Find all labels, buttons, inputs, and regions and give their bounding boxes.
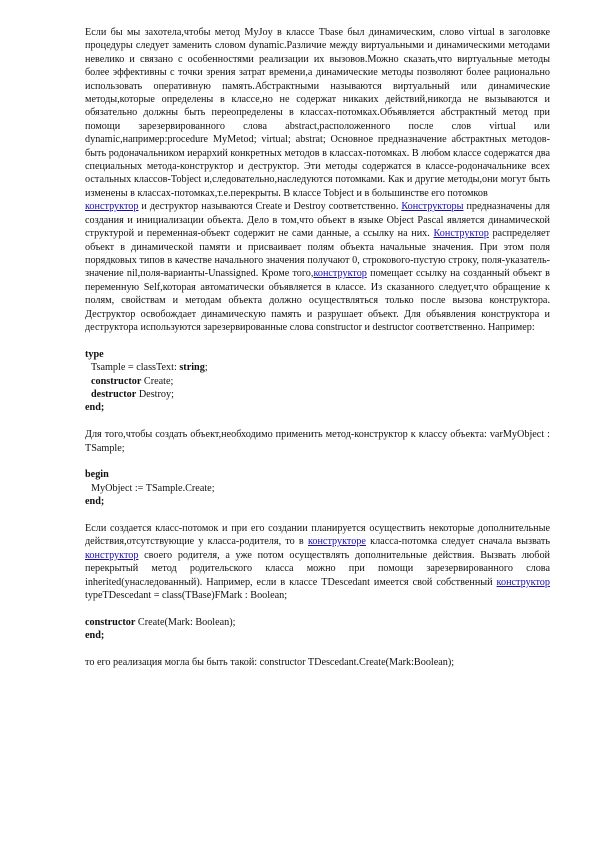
code-line: MyObject := TSample.Create;	[91, 482, 215, 494]
constructor-link[interactable]: конструктор	[85, 549, 139, 561]
code-keyword: destructor	[91, 388, 137, 400]
constructor-link[interactable]: конструктор	[313, 268, 367, 280]
code-keyword-end: end;	[85, 496, 105, 508]
paragraph-text: помещает ссылку на созданный объект в переменную Self,которая автоматически объявляется в классе. Из сказанного следует,что обращение к полям, свойствам и методам объекта должно осуществляться только после вызова конструктора. Деструктор освобождает динамическую память и разрушает объект. Для объявления конструктора и деструктора используются зарезервированные слова constructor и destructor соответственно. Например:	[85, 268, 550, 333]
code-text: Create(Mark: Boolean);	[135, 616, 236, 628]
paragraph-inherited	[85, 522, 550, 602]
code-keyword: constructor	[85, 616, 136, 628]
code-line	[85, 375, 550, 388]
code-line	[85, 361, 550, 374]
paragraph-implementation: то его реализация могла бы быть такой: constructor TDescedant.Create(Mark:Boolean);	[85, 657, 455, 668]
code-keyword-end: end;	[85, 630, 105, 642]
code-keyword-type: type	[85, 348, 104, 360]
paragraph-text: Если бы мы захотела,чтобы метод MyJoy в классе Tbase был динамическим, слово virtual в заголовке процедуры следует заменить словом dynamic.Различие между виртуальными и динамическими методами невелико и связано с особенностями реализации их вызовов.Можно сказать,что виртуальные методы более эффективны с точки зрения затрат времени,а динамические методы позволяют более рационально использовать оперативную память.Абстрактными называются виртуальный или динамические методы,которые определены в классе,но не содержат никаких действий,никогда не вызываются и обязательно должны быть переопределены в классах-потомках.Объявляется абстрактный метод при помощи зарезервированного слова abstract,расположенного после слов virtual или dynamic,например:procedure MyMetod; virtual; abstrat; Основное предназначение абстрактных методов-быть родоначальником иерархий конкретных методов в классах-потомках. В любом классе содержатся два специальных метода-конструктор и деструктор. Эти методы содержатся в классе-родоначальнике всех остальных классов-Tobject и,следовательно,наследуются потомками. Как и другие методы,они могут быть изменены в классах-потомках,т.е.перекрыты. В классе Tobject и в большинстве его потомков	[85, 27, 550, 199]
paragraph-text: и деструктор называются Create и Destroy соответственно.	[138, 201, 402, 213]
constructor-link[interactable]: Конструктор	[433, 228, 489, 240]
code-text: Create;	[141, 375, 174, 387]
paragraph-text: предназначены для создания и инициализации объекта. Дело в том,что объект в языке Object Pascal является динамической структурой и переменная-объект содержит не сами данные, а ссылку на них.	[85, 201, 550, 240]
paragraph-text: typeTDescedant = class(TBase)FMark : Boolean;	[85, 590, 288, 601]
code-keyword-end: end;	[85, 402, 105, 414]
code-text: Destroy;	[136, 388, 174, 400]
code-keyword-begin: begin	[85, 469, 109, 481]
paragraph-text: своего родителя, а уже потом осуществлять дополнительные действия. Вызвать любой перекрытый метод родительского класса можно при помощи зарезервированного слова inherited(унаследованный). Например, если в классе TDescedant имеется свой собственный	[85, 549, 550, 588]
constructor-link[interactable]: конструктор	[85, 201, 139, 213]
code-block-class-declaration	[85, 348, 550, 415]
paragraph-text: Если создается класс-потомок и при его создании планируется осуществить некоторые дополнительные действия,отсутствующие у класса-родителя, то в	[85, 522, 550, 548]
paragraph-create-object: Для того,чтобы создать объект,необходимо применить метод-конструктор к классу объекта: varMyObject : TSample;	[85, 429, 550, 454]
constructor-link[interactable]: конструктор	[496, 576, 550, 588]
code-keyword: string	[179, 362, 205, 374]
paragraph-dynamic-methods	[85, 26, 550, 334]
document-page	[85, 26, 550, 669]
code-block-begin	[85, 468, 550, 508]
code-line	[85, 616, 550, 629]
code-block-constructor	[85, 616, 550, 643]
constructors-link[interactable]: Конструкторы	[401, 201, 464, 213]
code-text: Tsample = classText:	[91, 362, 180, 374]
constructor-link[interactable]: конструкторе	[307, 536, 366, 548]
code-line	[85, 388, 550, 401]
paragraph-text: класса-потомка следует сначала вызвать	[365, 536, 551, 548]
code-text: ;	[204, 362, 208, 374]
code-keyword: constructor	[91, 375, 142, 387]
paragraph-text: распределяет объект в динамической памяти и присваивает полям объекта начальные значения. При этом поля порядковых типов в качестве начального значения получают 0, строкового-пустую строку, поля-указатель-значение nil,поля-варианты-Unassigned. Кроме того,	[85, 228, 550, 280]
